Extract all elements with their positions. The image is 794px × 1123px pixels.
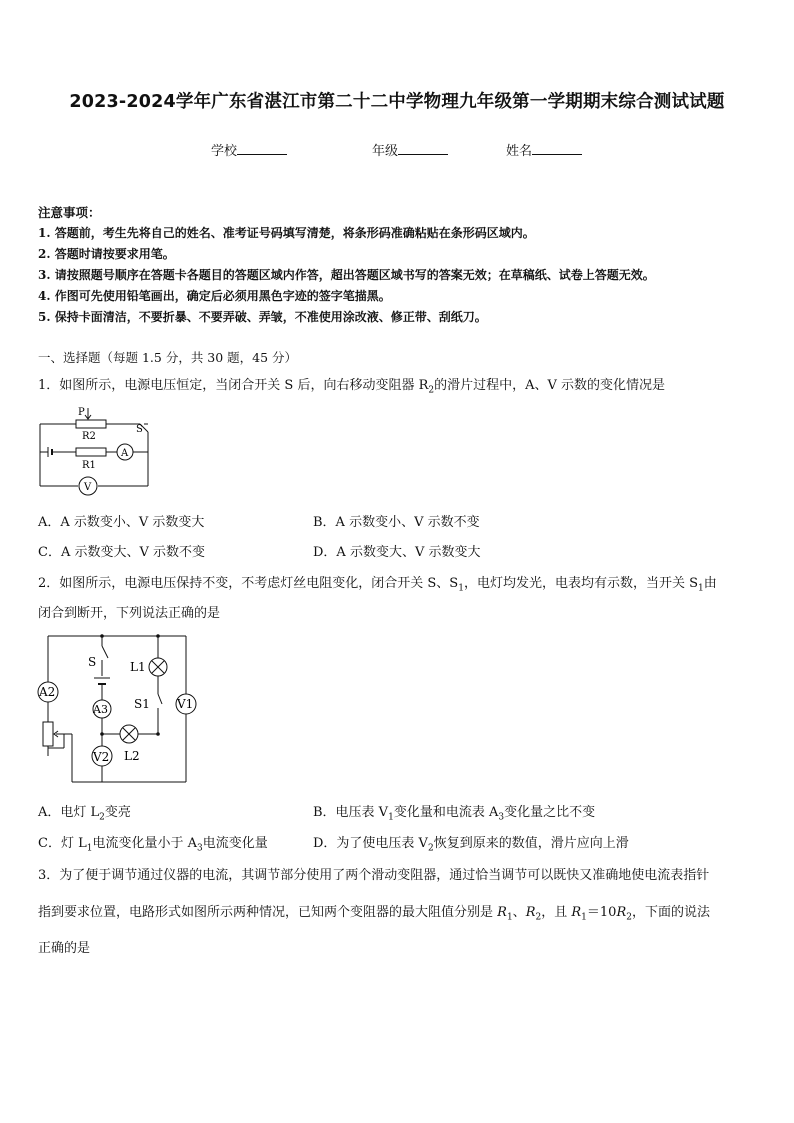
q2-label-s: S: [88, 655, 97, 669]
q1-stem: 1．如图所示，电源电压恒定，当闭合开关 S 后，向右移动变阻器 $R_2$的滑片过程中，A、V 示数的变化情况是: [38, 378, 666, 396]
name-blank[interactable]: [532, 142, 582, 155]
q2-stem-line1: 2．如图所示，电源电压保持不变，不考虑灯丝电阻变化，闭合开关 S、$S_1$，电灯均发光，电表均有示数，当开关 $S_1$由: [38, 576, 717, 594]
section-heading: 一、选择题（每题 1.5 分，共 30 题，45 分）: [38, 350, 298, 365]
name-label: 姓名: [506, 144, 533, 159]
notice-heading: 注意事项：: [38, 205, 101, 220]
q3-stem-line2: 指到要求位置，电路形式如图所示两种情况，已知两个变阻器的最大阻值分别是 $R_1$、$R_2$，且 $R_1=10R_2$，下面的说法: [38, 905, 710, 923]
notice-item: 5. 保持卡面清洁，不要折暴、不要弄破、弄皱，不准使用涂改液、修正带、刮纸刀。: [38, 310, 487, 324]
name-field: [506, 140, 582, 159]
q2-label-a2: A2: [39, 685, 56, 699]
q1-circuit-figure: [36, 404, 156, 496]
q1-label-p: P: [78, 407, 85, 418]
q2-label-a3: A3: [93, 703, 108, 716]
q2-label-v1: V1: [177, 697, 194, 711]
school-blank[interactable]: [237, 142, 287, 155]
q2-label-v2: V2: [93, 750, 110, 764]
q3-stem-line3: 正确的是: [38, 941, 91, 956]
q1-label-r2: R2: [82, 431, 96, 442]
school-label: 学校: [211, 144, 238, 159]
q1-label-s: S: [136, 424, 143, 435]
grade-blank[interactable]: [398, 142, 448, 155]
notice-item: 1. 答题前，考生先将自己的姓名、准考证号码填写清楚，将条形码准确粘贴在条形码区域内。: [38, 226, 535, 240]
q2-stem-line2: 闭合到断开，下列说法正确的是: [38, 606, 221, 621]
q2-option-b[interactable]: B．电压表 $V_1$变化量和电流表 $A_3$变化量之比不变: [313, 805, 596, 823]
q2-label-l2: L2: [124, 749, 140, 763]
q2-option-c[interactable]: C．灯 $L_1$电流变化量小于 $A_3$电流变化量: [38, 836, 268, 854]
q1-label-r1: R1: [82, 460, 96, 471]
q2-option-a[interactable]: A．电灯 $L_2$变亮: [38, 805, 131, 823]
school-field: [211, 140, 287, 159]
q1-option-b[interactable]: B．A 示数变小、V 示数不变: [313, 515, 480, 530]
q2-circuit-figure: [36, 630, 208, 788]
q1-option-a[interactable]: A．A 示数变小、V 示数变大: [38, 515, 205, 530]
notice-item: 4. 作图可先使用铅笔画出，确定后必须用黑色字迹的签字笔描黑。: [38, 289, 391, 303]
q1-option-d[interactable]: D．A 示数变大、V 示数变大: [313, 545, 481, 560]
q1-label-v: V: [84, 482, 92, 493]
q1-label-a: A: [121, 448, 129, 459]
page-title: 2023-2024学年广东省湛江市第二十二中学物理九年级第一学期期末综合测试试题: [69, 92, 725, 112]
q2-label-s1: S1: [134, 697, 150, 711]
q1-option-c[interactable]: C．A 示数变大、V 示数不变: [38, 545, 205, 560]
grade-label: 年级: [372, 144, 399, 159]
q2-label-l1: L1: [130, 660, 146, 674]
q2-option-d[interactable]: D．为了使电压表 $V_2$恢复到原来的数值，滑片应向上滑: [313, 836, 629, 854]
notice-item: 3. 请按照题号顺序在答题卡各题目的答题区域内作答，超出答题区域书写的答案无效；在草稿纸、试卷上答题无效。: [38, 268, 655, 282]
notice-item: 2. 答题时请按要求用笔。: [38, 247, 175, 261]
grade-field: [372, 140, 448, 159]
q3-stem-line1: 3．为了便于调节通过仪器的电流，其调节部分使用了两个滑动变阻器，通过恰当调节可以既快又准确地使电流表指针: [38, 868, 710, 883]
